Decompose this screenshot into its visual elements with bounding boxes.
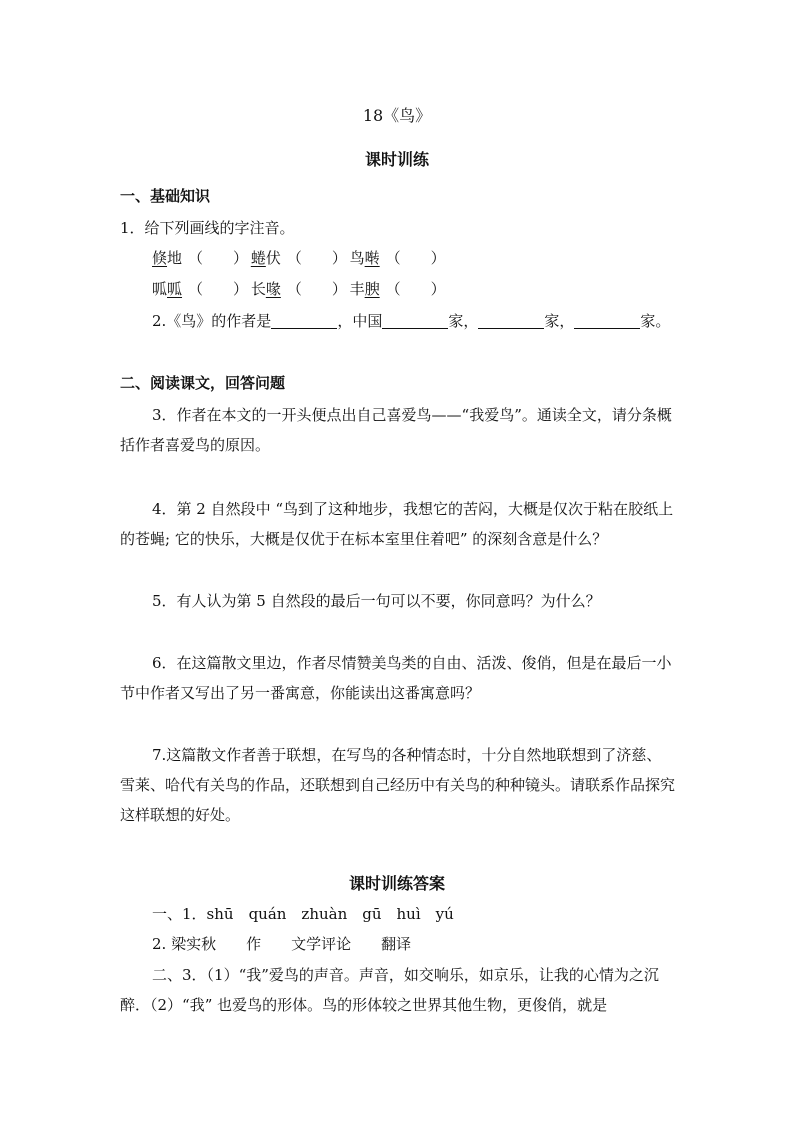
answer-2: 2. 梁实秋 作 文学评论 翻译: [152, 935, 412, 953]
fill-blank: [478, 312, 544, 329]
pinyin-row-1: [152, 248, 444, 268]
word-item: 鸟啭: [349, 249, 380, 267]
answers-heading: 课时训练答案: [348, 874, 445, 893]
answer-1: 一、1．shū quán zhuàn gū huì yú: [152, 905, 454, 923]
answer-parens: （ ）: [188, 249, 249, 267]
pinyin-row-2: [152, 279, 444, 299]
answer-parens: （ ）: [286, 249, 347, 267]
question-3: 3．作者在本文的一开头便点出自己喜爱鸟——“我爱鸟”。通读全文，请分条概括作者喜爱鸟的原因。: [120, 406, 672, 454]
page-title: 18《鸟》: [362, 106, 432, 125]
answer-parens: （ ）: [188, 280, 249, 298]
fill-blank: [382, 312, 448, 329]
question-2: 2.《鸟》的作者是 ，中国 家， 家， 家。: [152, 312, 671, 330]
word-item: 蜷伏: [250, 249, 281, 267]
question-1: 1．给下列画线的字注音。: [120, 219, 295, 237]
answer-parens: （ ）: [385, 280, 446, 298]
section-basic-heading: 一、基础知识: [120, 187, 211, 205]
question-4: 4．第 2 自然段中 “鸟到了这种地步，我想它的苦闷，大概是仅次于粘在胶纸上的苍蝇; 它的快乐，大概是仅优于在标本室里住着吧” 的深刻含意是什么？: [120, 500, 674, 548]
answer-parens: （ ）: [385, 249, 446, 267]
answer-parens: （ ）: [286, 280, 347, 298]
fill-blank: [271, 312, 337, 329]
page-subtitle: 课时训练: [364, 150, 429, 169]
word-item: 倏地: [152, 249, 183, 267]
word-item: 呱呱: [152, 280, 183, 298]
question-7: 7.这篇散文作者善于联想，在写鸟的各种情态时，十分自然地联想到了济慈、雪莱、哈代有关鸟的作品，还联想到自己经历中有关鸟的种种镜头。请联系作品探究这样联想的好处。: [120, 746, 676, 824]
answer-3: 二、3．（1）“我”爱鸟的声音。声音，如交响乐，如京乐，让我的心情为之沉醉．（2）“我” 也爱鸟的形体。鸟的形体较之世界其他生物，更俊俏，就是: [120, 966, 659, 1014]
word-item: 长喙: [250, 280, 281, 298]
word-item: 丰腴: [349, 280, 380, 298]
fill-blank: [574, 312, 640, 329]
question-6: 6．在这篇散文里边，作者尽情赞美鸟类的自由、活泼、俊俏，但是在最后一小节中作者又写出了另一番寓意，你能读出这番寓意吗？: [120, 654, 672, 702]
section-reading-heading: 二、阅读课文，回答问题: [120, 374, 286, 392]
question-5: 5．有人认为第 5 自然段的最后一句可以不要，你同意吗？为什么？: [152, 592, 601, 610]
